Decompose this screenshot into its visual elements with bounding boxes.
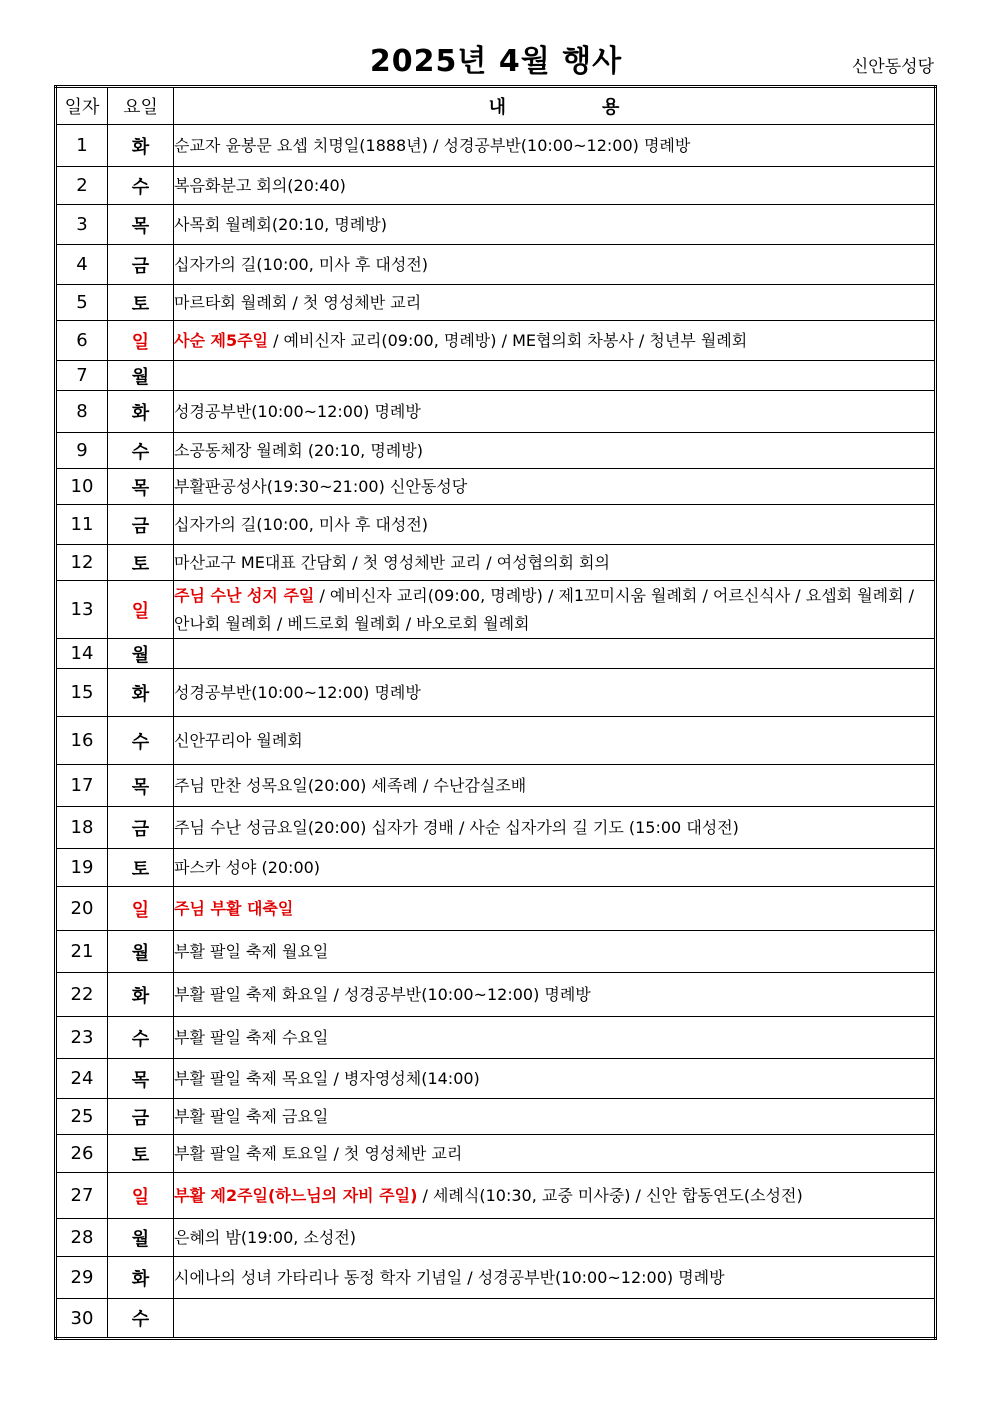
row-text: 순교자 윤봉문 요셉 치명일(1888년) / 성경공부반(10:00~12:00) 명례방 bbox=[174, 135, 691, 155]
table-row bbox=[56, 765, 936, 807]
row-text: 부활 팔일 축제 금요일 bbox=[174, 1106, 329, 1126]
row-content bbox=[174, 1173, 936, 1219]
row-content bbox=[174, 887, 936, 931]
row-text: 성경공부반(10:00~12:00) 명례방 bbox=[174, 682, 421, 702]
row-text: 주님 수난 성금요일(20:00) 십자가 경배 / 사순 십자가의 길 기도 (15:00 대성전) bbox=[174, 817, 739, 837]
table-row bbox=[56, 1135, 936, 1173]
row-day: 25 bbox=[56, 1099, 108, 1135]
row-weekday: 수 bbox=[108, 1017, 174, 1059]
row-content bbox=[174, 849, 936, 887]
table-row bbox=[56, 205, 936, 245]
table-row bbox=[56, 167, 936, 205]
row-text: 십자가의 길(10:00, 미사 후 대성전) bbox=[174, 514, 429, 534]
row-text: / 예비신자 교리(09:00, 명례방) / ME협의회 차봉사 / 청년부 월례회 bbox=[267, 330, 748, 350]
row-content bbox=[174, 167, 936, 205]
row-weekday: 화 bbox=[108, 973, 174, 1017]
row-day: 26 bbox=[56, 1135, 108, 1173]
row-content bbox=[174, 807, 936, 849]
table-row bbox=[56, 1099, 936, 1135]
row-content bbox=[174, 765, 936, 807]
row-day: 10 bbox=[56, 469, 108, 505]
row-weekday: 금 bbox=[108, 1099, 174, 1135]
row-weekday: 토 bbox=[108, 849, 174, 887]
row-text: 사목회 월례회(20:10, 명례방) bbox=[174, 214, 387, 234]
table-row bbox=[56, 321, 936, 361]
table-row bbox=[56, 1257, 936, 1299]
table-row bbox=[56, 545, 936, 581]
table-row bbox=[56, 285, 936, 321]
table-row bbox=[56, 505, 936, 545]
table-row bbox=[56, 1299, 936, 1339]
table-row bbox=[56, 361, 936, 391]
row-text: 부활판공성사(19:30~21:00) 신안동성당 bbox=[174, 476, 468, 496]
page-title: 2025년 4월 행사 bbox=[369, 44, 623, 79]
row-weekday: 금 bbox=[108, 245, 174, 285]
row-weekday: 월 bbox=[108, 1219, 174, 1257]
row-day: 3 bbox=[56, 205, 108, 245]
table-row bbox=[56, 807, 936, 849]
row-content bbox=[174, 469, 936, 505]
row-text: 은혜의 밤(19:00, 소성전) bbox=[174, 1227, 357, 1247]
row-day: 17 bbox=[56, 765, 108, 807]
row-highlight: 사순 제5주일 bbox=[174, 330, 268, 350]
table-row bbox=[56, 1059, 936, 1099]
header-content-2: 용 bbox=[602, 97, 620, 118]
row-content bbox=[174, 285, 936, 321]
table-row bbox=[56, 1173, 936, 1219]
table-row bbox=[56, 717, 936, 765]
row-day: 15 bbox=[56, 669, 108, 717]
row-content bbox=[174, 1017, 936, 1059]
row-content bbox=[174, 1299, 936, 1339]
row-day: 28 bbox=[56, 1219, 108, 1257]
row-day: 19 bbox=[56, 849, 108, 887]
row-text: 부활 팔일 축제 월요일 bbox=[174, 941, 329, 961]
header-weekday: 요일 bbox=[108, 87, 174, 125]
row-content bbox=[174, 581, 936, 639]
row-text: 마르타회 월례회 / 첫 영성체반 교리 bbox=[174, 292, 422, 312]
row-day: 30 bbox=[56, 1299, 108, 1339]
row-content bbox=[174, 361, 936, 391]
row-weekday: 목 bbox=[108, 469, 174, 505]
row-text: 성경공부반(10:00~12:00) 명례방 bbox=[174, 401, 421, 421]
row-day: 5 bbox=[56, 285, 108, 321]
table-row bbox=[56, 931, 936, 973]
table-row bbox=[56, 973, 936, 1017]
row-day: 14 bbox=[56, 639, 108, 669]
header-day: 일자 bbox=[56, 87, 108, 125]
row-day: 13 bbox=[56, 581, 108, 639]
table-row bbox=[56, 639, 936, 669]
row-weekday: 수 bbox=[108, 167, 174, 205]
row-day: 9 bbox=[56, 433, 108, 469]
row-content bbox=[174, 1059, 936, 1099]
row-weekday: 월 bbox=[108, 931, 174, 973]
table-row bbox=[56, 1017, 936, 1059]
row-highlight: 주님 수난 성지 주일 bbox=[174, 585, 315, 605]
row-content bbox=[174, 1099, 936, 1135]
row-weekday: 토 bbox=[108, 285, 174, 321]
row-weekday: 수 bbox=[108, 433, 174, 469]
row-weekday: 토 bbox=[108, 1135, 174, 1173]
row-day: 2 bbox=[56, 167, 108, 205]
row-text: 부활 팔일 축제 화요일 / 성경공부반(10:00~12:00) 명례방 bbox=[174, 984, 591, 1004]
row-content bbox=[174, 931, 936, 973]
table-row bbox=[56, 391, 936, 433]
row-day: 27 bbox=[56, 1173, 108, 1219]
row-content bbox=[174, 545, 936, 581]
row-text: 시에나의 성녀 가타리나 동정 학자 기념일 / 성경공부반(10:00~12:00) 명례방 bbox=[174, 1267, 725, 1287]
table-header-row bbox=[56, 87, 936, 125]
row-weekday: 목 bbox=[108, 1059, 174, 1099]
row-day: 22 bbox=[56, 973, 108, 1017]
row-content bbox=[174, 669, 936, 717]
row-day: 24 bbox=[56, 1059, 108, 1099]
row-weekday: 목 bbox=[108, 765, 174, 807]
row-text: 부활 팔일 축제 목요일 / 병자영성체(14:00) bbox=[174, 1068, 480, 1088]
row-text: 소공동체장 월례회 (20:10, 명례방) bbox=[174, 440, 423, 460]
row-day: 7 bbox=[56, 361, 108, 391]
row-content bbox=[174, 973, 936, 1017]
row-weekday: 토 bbox=[108, 545, 174, 581]
row-day: 29 bbox=[56, 1257, 108, 1299]
row-text: 신안꾸리아 월례회 bbox=[174, 730, 303, 750]
table-row bbox=[56, 125, 936, 167]
row-weekday: 월 bbox=[108, 361, 174, 391]
row-text: 파스카 성야 (20:00) bbox=[174, 857, 321, 877]
row-text: 부활 팔일 축제 수요일 bbox=[174, 1027, 329, 1047]
row-content bbox=[174, 1219, 936, 1257]
row-day: 1 bbox=[56, 125, 108, 167]
row-highlight: 주님 부활 대축일 bbox=[174, 898, 294, 918]
row-weekday: 금 bbox=[108, 807, 174, 849]
row-text: 마산교구 ME대표 간담회 / 첫 영성체반 교리 / 여성협의회 회의 bbox=[174, 552, 610, 572]
row-content bbox=[174, 245, 936, 285]
row-weekday: 월 bbox=[108, 639, 174, 669]
row-weekday: 화 bbox=[108, 125, 174, 167]
row-content bbox=[174, 321, 936, 361]
row-weekday: 화 bbox=[108, 1257, 174, 1299]
row-day: 23 bbox=[56, 1017, 108, 1059]
header-content bbox=[174, 87, 936, 125]
row-content bbox=[174, 433, 936, 469]
row-content bbox=[174, 1257, 936, 1299]
row-content bbox=[174, 205, 936, 245]
row-text: 십자가의 길(10:00, 미사 후 대성전) bbox=[174, 254, 429, 274]
row-content bbox=[174, 639, 936, 669]
row-weekday: 일 bbox=[108, 1173, 174, 1219]
row-day: 21 bbox=[56, 931, 108, 973]
row-content bbox=[174, 717, 936, 765]
row-day: 16 bbox=[56, 717, 108, 765]
table-row bbox=[56, 669, 936, 717]
table-row bbox=[56, 469, 936, 505]
row-text: 복음화분고 회의(20:40) bbox=[174, 175, 346, 195]
row-weekday: 화 bbox=[108, 669, 174, 717]
row-day: 6 bbox=[56, 321, 108, 361]
table-row bbox=[56, 887, 936, 931]
row-content bbox=[174, 1135, 936, 1173]
table-row bbox=[56, 433, 936, 469]
row-day: 18 bbox=[56, 807, 108, 849]
row-weekday: 수 bbox=[108, 717, 174, 765]
schedule-table bbox=[54, 85, 937, 1340]
row-day: 4 bbox=[56, 245, 108, 285]
row-day: 12 bbox=[56, 545, 108, 581]
row-weekday: 일 bbox=[108, 581, 174, 639]
row-weekday: 일 bbox=[108, 887, 174, 931]
row-weekday: 금 bbox=[108, 505, 174, 545]
row-text: 부활 팔일 축제 토요일 / 첫 영성체반 교리 bbox=[174, 1143, 463, 1163]
row-weekday: 일 bbox=[108, 321, 174, 361]
table-row bbox=[56, 849, 936, 887]
parish-name: 신안동성당 bbox=[851, 57, 934, 77]
row-day: 11 bbox=[56, 505, 108, 545]
row-day: 20 bbox=[56, 887, 108, 931]
row-highlight: 부활 제2주일(하느님의 자비 주일) bbox=[174, 1185, 418, 1205]
row-content bbox=[174, 391, 936, 433]
row-weekday: 목 bbox=[108, 205, 174, 245]
row-content bbox=[174, 125, 936, 167]
row-day: 8 bbox=[56, 391, 108, 433]
table-row bbox=[56, 245, 936, 285]
row-text: / 세례식(10:30, 교중 미사중) / 신안 합동연도(소성전) bbox=[417, 1185, 803, 1205]
row-content bbox=[174, 505, 936, 545]
header-content-1: 내 bbox=[488, 97, 506, 118]
table-row bbox=[56, 581, 936, 639]
table-row bbox=[56, 1219, 936, 1257]
row-weekday: 화 bbox=[108, 391, 174, 433]
row-weekday: 수 bbox=[108, 1299, 174, 1339]
row-text: 주님 만찬 성목요일(20:00) 세족례 / 수난감실조배 bbox=[174, 775, 527, 795]
row-text: / 예비신자 교리(09:00, 명례방) / 제1꼬미시움 월례회 / 어르신식사 / 요셉회 월례회 / 안나회 월례회 / 베드로회 월례회 / 바오로회 월례회 bbox=[174, 585, 915, 633]
